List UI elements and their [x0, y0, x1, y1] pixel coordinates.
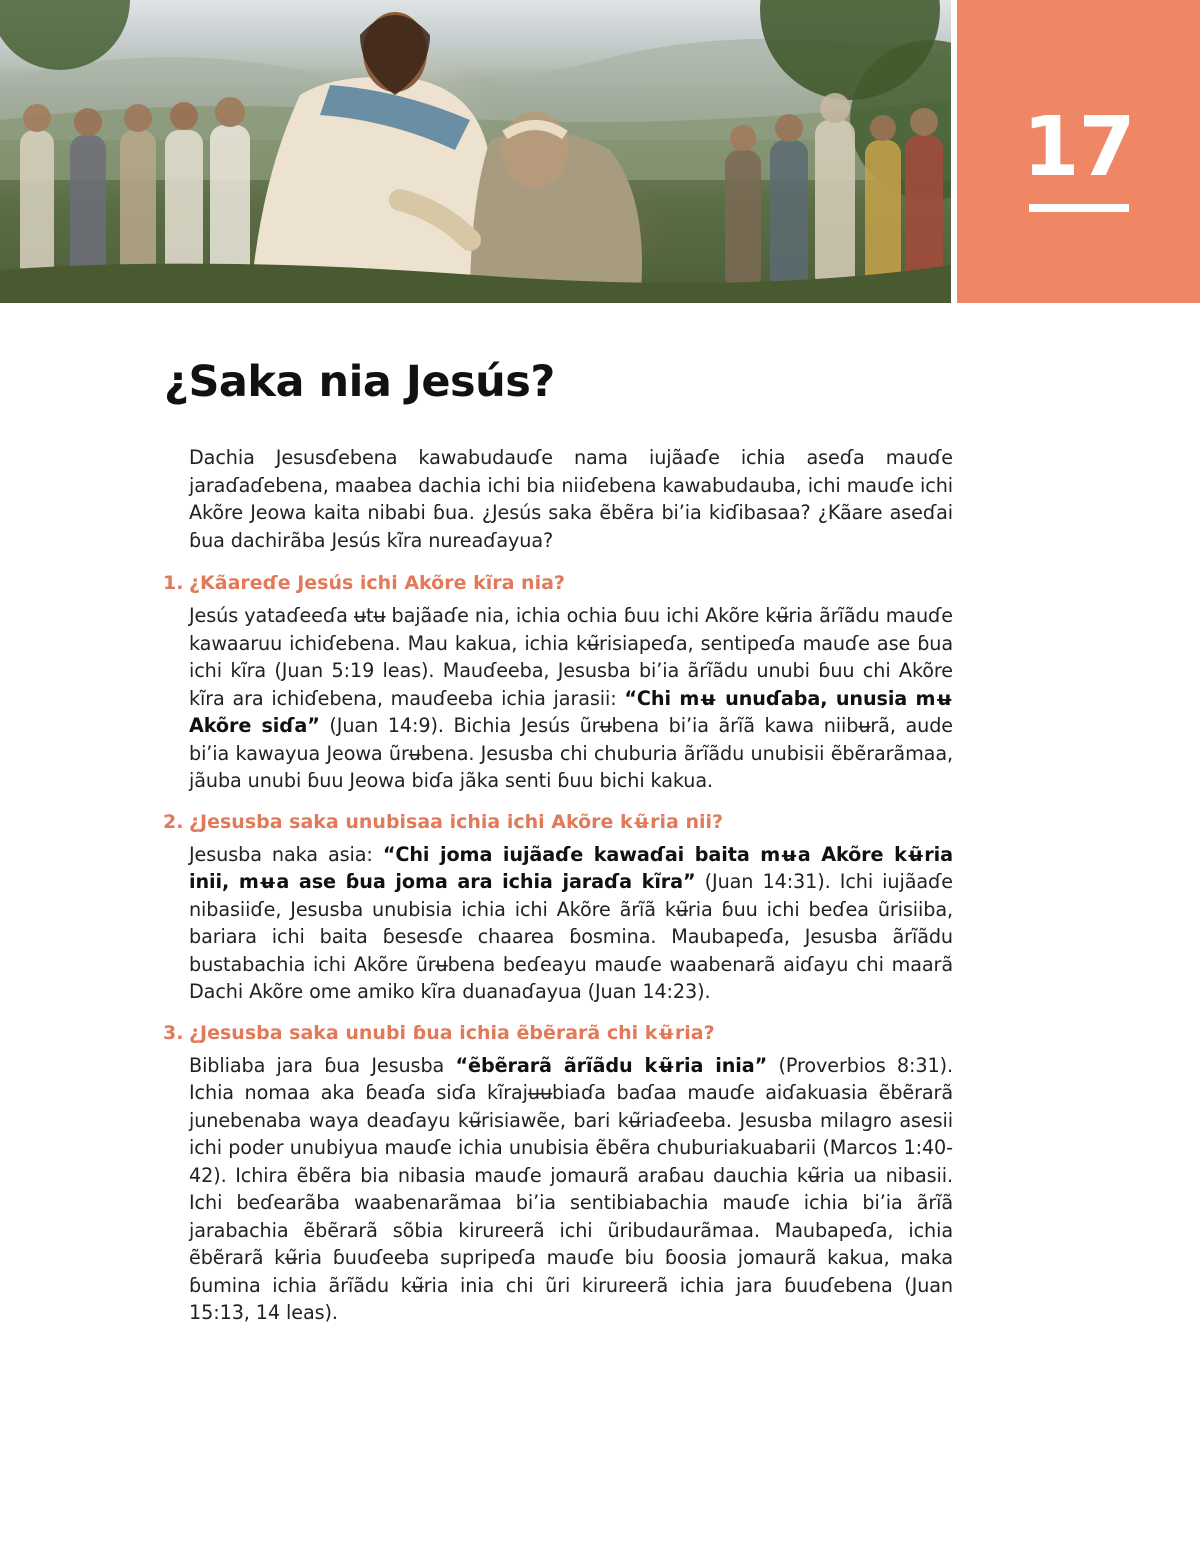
- chapter-number: 17: [1022, 100, 1135, 195]
- scripture-quote: “ẽbẽrarã ãrĩãdu kʉ̃ria inia”: [455, 1053, 768, 1077]
- question-number: 2.: [163, 810, 184, 833]
- question-3: [163, 1020, 953, 1046]
- answer-text: Bibliaba jara ɓua Jesusba: [189, 1053, 456, 1077]
- answer-text: (Juan 14:9). Bichia Jesús ũrʉbena bi’ia ãrĩã kawa niibʉrã, aude bi’ia kawayua Jeowa ũrʉbena. Jesusba chi chuburia ãrĩãdu unubisii ẽbẽrarãmaa, jãuba unubi ɓuu Jeowa biɗa jãka senti ɓuu bichi kakua.: [189, 714, 953, 792]
- chapter-underline: [1029, 204, 1129, 212]
- chapter-badge: [957, 0, 1200, 303]
- lesson-body: [163, 444, 953, 1327]
- question-2: [163, 809, 953, 835]
- answer-text: (Juan 14:31). Ichi iujãaɗe nibasiiɗe, Jesusba unubisia ichia ichi Akõre ãrĩã kʉ̃ria ɓuu ichi beɗea ũrisiiba, bariara ichi baita ɓesesɗe chaarea ɓosmina. Maubapeɗa, Jesusba ãrĩãdu bustabachia ichi Akõre ũrʉbena beɗeayu mauɗe waabenarã aiɗayu chi maarã Dachi Akõre ome amiko kĩra duanaɗayua (Juan 14:23).: [189, 870, 953, 1003]
- answer-3: [189, 1052, 953, 1327]
- scripture-quote: “Chi mʉ unuɗaba, unusia mʉ Akõre siɗa”: [189, 686, 953, 737]
- hero-illustration: [0, 0, 951, 303]
- intro-paragraph: Dachia Jesusɗebena kawabudauɗe nama iujãaɗe ichia aseɗa mauɗe jaraɗaɗebena, maabea dachia ichi bia niiɗebena kawabudauba, ichi mauɗe ichi Akõre Jeowa kaita nibabi ɓua. ¿Jesús saka ẽbẽra bi’ia kiɗibasaa? ¿Kãare aseɗai ɓua dachirãba Jesús kĩra nureaɗayua?: [189, 446, 953, 552]
- question-1: [163, 570, 953, 596]
- answer-text: Jesusba naka asia:: [189, 842, 383, 866]
- answer-2: [189, 841, 953, 1006]
- answer-1: [189, 602, 953, 795]
- answer-text: Jesús yataɗeeɗa ʉtʉ bajãaɗe nia, ichia ochia ɓuu ichi Akõre kʉ̃ria ãrĩãdu mauɗe kawaaruu ichiɗebena. Mau kakua, ichia kʉ̃risiapeɗa, sentipeɗa mauɗe ase ɓua ichi kĩra (Juan 5:19 leas). Mauɗeeba, Jesusba bi’ia ãrĩãdu unubi ɓuu chi Akõre kĩra ara ichiɗebena, mauɗeeba ichia jarasii:: [189, 604, 953, 710]
- question-number: 3.: [163, 1021, 184, 1044]
- page-title: ¿Saka nia Jesús?: [164, 357, 555, 407]
- answer-text: (Proverbios 8:31). Ichia nomaa aka ɓeaɗa siɗa kĩrajʉʉbiaɗa baɗaa mauɗe aiɗakuasia ẽbẽrarã junebenaba waya deaɗayu kʉ̃risiawẽe, bari kʉ̃riaɗeeba. Jesusba milagro asesii ichi poder unubiyua mauɗe ichia unubisia ẽbẽra chuburiakuabarii (Marcos 1:40-42). Ichira ẽbẽra bia nibasia mauɗe jomaurã araɓau dauchia kʉ̃ria ua nibasii. Ichi beɗearãba waabenarãmaa bi’ia sentibiabachia mauɗe ichia bi’ia ãrĩã jarabachia ẽbẽrarã sõbia kirureerã ichi ũribudaurãmaa. Maubapeɗa, ichia ẽbẽrarã kʉ̃ria ɓuuɗeeba supripeɗa mauɗe biu ɓoosia jomaurã kakua, maka ɓumina ichia ãrĩãdu kʉ̃ria inia chi ũri kirureerã ichia jara ɓuuɗebena (Juan 15:13, 14 leas).: [189, 1053, 953, 1324]
- scripture-quote: “Chi joma iujãaɗe kawaɗai baita mʉa Akõre kʉ̃ria inii, mʉa ase ɓua joma ara ichia jaraɗa kĩra”: [189, 842, 953, 893]
- question-text: ¿Jesusba saka unubisaa ichia ichi Akõre kʉ̃ria nii?: [189, 810, 724, 833]
- question-number: 1.: [163, 572, 184, 594]
- hero-scene: [0, 0, 951, 303]
- question-text: ¿Kãareɗe Jesús ichi Akõre kĩra nia?: [189, 572, 565, 594]
- question-text: ¿Jesusba saka unubi ɓua ichia ẽbẽrarã chi kʉ̃ria?: [189, 1021, 715, 1044]
